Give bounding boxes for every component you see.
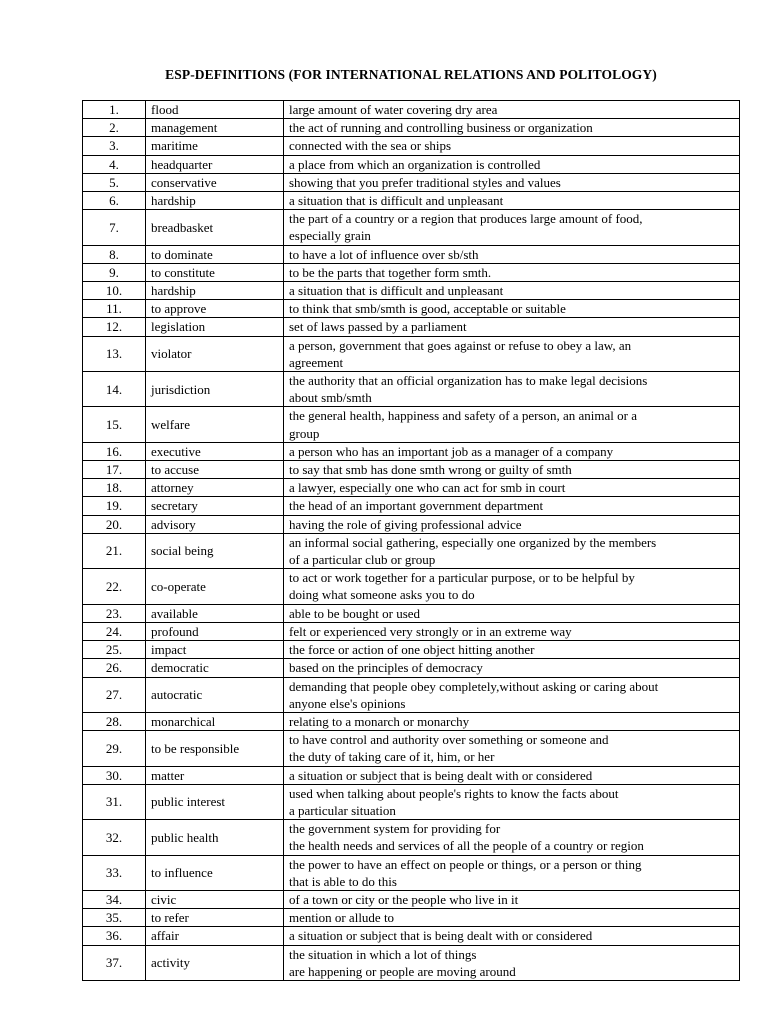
term-cell: democratic (146, 659, 284, 677)
row-number: 11. (83, 300, 146, 318)
term-cell: monarchical (146, 712, 284, 730)
definition-cell (284, 336, 740, 371)
row-number: 19. (83, 497, 146, 515)
definition-line: group (289, 425, 320, 441)
term-cell: to accuse (146, 461, 284, 479)
term-cell: civic (146, 890, 284, 908)
definition-line: the power to have an effect on people or things, or a person or thing (289, 856, 642, 872)
row-number: 23. (83, 604, 146, 622)
table-row (83, 927, 740, 945)
definition-line: the government system for providing for (289, 821, 501, 837)
table-row (83, 300, 740, 318)
definition-line: a person, government that goes against or refuse to obey a law, an (289, 337, 632, 353)
row-number: 7. (83, 210, 146, 245)
term-cell: to refer (146, 909, 284, 927)
row-number: 21. (83, 533, 146, 568)
table-row (83, 372, 740, 407)
table-row (83, 766, 740, 784)
term-cell: conservative (146, 173, 284, 191)
term-cell: welfare (146, 407, 284, 442)
table-row (83, 820, 740, 855)
table-row (83, 677, 740, 712)
row-number: 35. (83, 909, 146, 927)
table-row (83, 515, 740, 533)
definition-cell (284, 318, 740, 336)
definition-cell (284, 515, 740, 533)
definition-line: an informal social gathering, especially one organized by the members (289, 534, 657, 550)
table-row (83, 497, 740, 515)
definitions-table-body (83, 101, 740, 981)
row-number: 26. (83, 659, 146, 677)
row-number: 17. (83, 461, 146, 479)
definition-line: doing what someone asks you to do (289, 587, 475, 603)
term-cell: headquarter (146, 155, 284, 173)
definition-cell (284, 677, 740, 712)
row-number: 6. (83, 192, 146, 210)
table-row (83, 461, 740, 479)
definition-cell (284, 442, 740, 460)
table-row (83, 192, 740, 210)
term-cell: violator (146, 336, 284, 371)
table-row (83, 119, 740, 137)
term-cell: co-operate (146, 569, 284, 604)
definition-line: anyone else's opinions (289, 695, 406, 711)
table-row (83, 533, 740, 568)
row-number: 4. (83, 155, 146, 173)
term-cell: affair (146, 927, 284, 945)
definition-cell (284, 155, 740, 173)
definition-line: mention or allude to (289, 910, 395, 926)
definition-line: the act of running and controlling business or organization (289, 120, 593, 136)
term-cell: to approve (146, 300, 284, 318)
row-number: 24. (83, 622, 146, 640)
row-number: 34. (83, 890, 146, 908)
definition-line: the situation in which a lot of things (289, 946, 477, 962)
term-cell: hardship (146, 192, 284, 210)
term-cell: jurisdiction (146, 372, 284, 407)
definition-cell (284, 282, 740, 300)
definition-line: able to be bought or used (289, 605, 421, 621)
table-row (83, 659, 740, 677)
definition-cell (284, 890, 740, 908)
row-number: 12. (83, 318, 146, 336)
definition-line: to say that smb has done smth wrong or guilty of smth (289, 462, 572, 478)
row-number: 3. (83, 137, 146, 155)
definition-line: the duty of taking care of it, him, or her (289, 749, 495, 765)
table-row (83, 263, 740, 281)
table-row (83, 137, 740, 155)
table-row (83, 784, 740, 819)
definition-cell (284, 641, 740, 659)
table-row (83, 569, 740, 604)
row-number: 10. (83, 282, 146, 300)
definition-line: a situation or subject that is being dealt with or considered (289, 928, 593, 944)
definition-line: a lawyer, especially one who can act for smb in court (289, 480, 566, 496)
definition-cell (284, 263, 740, 281)
term-cell: to dominate (146, 245, 284, 263)
definition-cell (284, 731, 740, 766)
row-number: 16. (83, 442, 146, 460)
table-row (83, 318, 740, 336)
term-cell: legislation (146, 318, 284, 336)
term-cell: maritime (146, 137, 284, 155)
table-row (83, 712, 740, 730)
table-row (83, 855, 740, 890)
table-row (83, 479, 740, 497)
definition-line: the general health, happiness and safety of a person, an animal or a (289, 408, 637, 424)
definition-line: of a particular club or group (289, 552, 436, 568)
definition-cell (284, 909, 740, 927)
definition-cell (284, 137, 740, 155)
row-number: 22. (83, 569, 146, 604)
definition-cell (284, 766, 740, 784)
definition-cell (284, 479, 740, 497)
definition-cell (284, 173, 740, 191)
definition-line: the health needs and services of all the people of a country or region (289, 838, 644, 854)
definition-cell (284, 622, 740, 640)
definition-cell (284, 245, 740, 263)
definition-cell (284, 659, 740, 677)
definition-cell (284, 210, 740, 245)
term-cell: matter (146, 766, 284, 784)
table-row (83, 282, 740, 300)
definition-line: connected with the sea or ships (289, 138, 452, 154)
row-number: 37. (83, 945, 146, 980)
page-title: ESP-DEFINITIONS (FOR INTERNATIONAL RELATIONS AND POLITOLOGY) (165, 67, 657, 82)
definition-cell (284, 372, 740, 407)
table-row (83, 622, 740, 640)
definition-line: a situation or subject that is being dealt with or considered (289, 767, 593, 783)
row-number: 13. (83, 336, 146, 371)
row-number: 36. (83, 927, 146, 945)
term-cell: executive (146, 442, 284, 460)
term-cell: to influence (146, 855, 284, 890)
definition-line: a situation that is difficult and unpleasant (289, 193, 504, 209)
row-number: 2. (83, 119, 146, 137)
row-number: 9. (83, 263, 146, 281)
row-number: 33. (83, 855, 146, 890)
definition-line: agreement (289, 354, 344, 370)
row-number: 14. (83, 372, 146, 407)
term-cell: public interest (146, 784, 284, 819)
definition-cell (284, 945, 740, 980)
table-row (83, 101, 740, 119)
table-row (83, 731, 740, 766)
table-row (83, 407, 740, 442)
definition-cell (284, 712, 740, 730)
row-number: 18. (83, 479, 146, 497)
definition-line: that is able to do this (289, 873, 397, 889)
term-cell: social being (146, 533, 284, 568)
table-row (83, 245, 740, 263)
definition-cell (284, 407, 740, 442)
definition-line: to act or work together for a particular purpose, or to be helpful by (289, 570, 635, 586)
table-row (83, 945, 740, 980)
row-number: 5. (83, 173, 146, 191)
definition-line: a person who has an important job as a manager of a company (289, 443, 614, 459)
definition-line: having the role of giving professional advice (289, 516, 522, 532)
definition-line: to be the parts that together form smth. (289, 264, 492, 280)
table-row (83, 336, 740, 371)
definition-line: to think that smb/smth is good, acceptable or suitable (289, 301, 566, 317)
definition-line: showing that you prefer traditional styles and values (289, 174, 561, 190)
definition-cell (284, 300, 740, 318)
row-number: 29. (83, 731, 146, 766)
definition-line: to have a lot of influence over sb/sth (289, 246, 479, 262)
definition-cell (284, 192, 740, 210)
row-number: 25. (83, 641, 146, 659)
row-number: 15. (83, 407, 146, 442)
definition-line: a situation that is difficult and unpleasant (289, 283, 504, 299)
table-row (83, 173, 740, 191)
definition-line: the part of a country or a region that produces large amount of food, (289, 211, 643, 227)
table-row (83, 890, 740, 908)
definition-cell (284, 461, 740, 479)
row-number: 27. (83, 677, 146, 712)
term-cell: profound (146, 622, 284, 640)
definition-line: a particular situation (289, 802, 396, 818)
definition-cell (284, 927, 740, 945)
table-row (83, 210, 740, 245)
row-number: 1. (83, 101, 146, 119)
definition-line: large amount of water covering dry area (289, 102, 498, 117)
term-cell: to be responsible (146, 731, 284, 766)
definition-line: especially grain (289, 228, 371, 244)
row-number: 32. (83, 820, 146, 855)
term-cell: hardship (146, 282, 284, 300)
definition-line: about smb/smth (289, 390, 372, 406)
definition-cell (284, 533, 740, 568)
table-row (83, 442, 740, 460)
definition-line: to have control and authority over something or someone and (289, 732, 609, 748)
table-row (83, 604, 740, 622)
term-cell: flood (146, 101, 284, 119)
definition-cell (284, 497, 740, 515)
definition-cell (284, 101, 740, 119)
definition-line: a place from which an organization is controlled (289, 156, 541, 172)
definition-line: the head of an important government department (289, 498, 544, 514)
term-cell: advisory (146, 515, 284, 533)
definition-cell (284, 119, 740, 137)
definition-cell (284, 820, 740, 855)
term-cell: available (146, 604, 284, 622)
definition-cell (284, 604, 740, 622)
table-row (83, 641, 740, 659)
table-row (83, 909, 740, 927)
term-cell: public health (146, 820, 284, 855)
term-cell: to constitute (146, 263, 284, 281)
row-number: 8. (83, 245, 146, 263)
definition-line: based on the principles of democracy (289, 660, 483, 676)
row-number: 30. (83, 766, 146, 784)
term-cell: activity (146, 945, 284, 980)
definitions-table (82, 100, 740, 981)
definition-line: relating to a monarch or monarchy (289, 713, 470, 729)
term-cell: management (146, 119, 284, 137)
definition-cell (284, 855, 740, 890)
definition-cell (284, 569, 740, 604)
definition-cell (284, 784, 740, 819)
table-row (83, 155, 740, 173)
term-cell: secretary (146, 497, 284, 515)
row-number: 31. (83, 784, 146, 819)
definition-line: set of laws passed by a parliament (289, 319, 467, 335)
term-cell: breadbasket (146, 210, 284, 245)
row-number: 20. (83, 515, 146, 533)
definition-line: felt or experienced very strongly or in an extreme way (289, 623, 572, 639)
definition-line: demanding that people obey completely,without asking or caring about (289, 678, 659, 694)
term-cell: attorney (146, 479, 284, 497)
definition-line: the authority that an official organization has to make legal decisions (289, 373, 648, 389)
definition-line: used when talking about people's rights to know the facts about (289, 785, 619, 801)
term-cell: impact (146, 641, 284, 659)
definition-line: the force or action of one object hitting another (289, 642, 535, 658)
term-cell: autocratic (146, 677, 284, 712)
row-number: 28. (83, 712, 146, 730)
definition-line: are happening or people are moving around (289, 963, 516, 979)
definition-line: of a town or city or the people who live in it (289, 891, 519, 907)
